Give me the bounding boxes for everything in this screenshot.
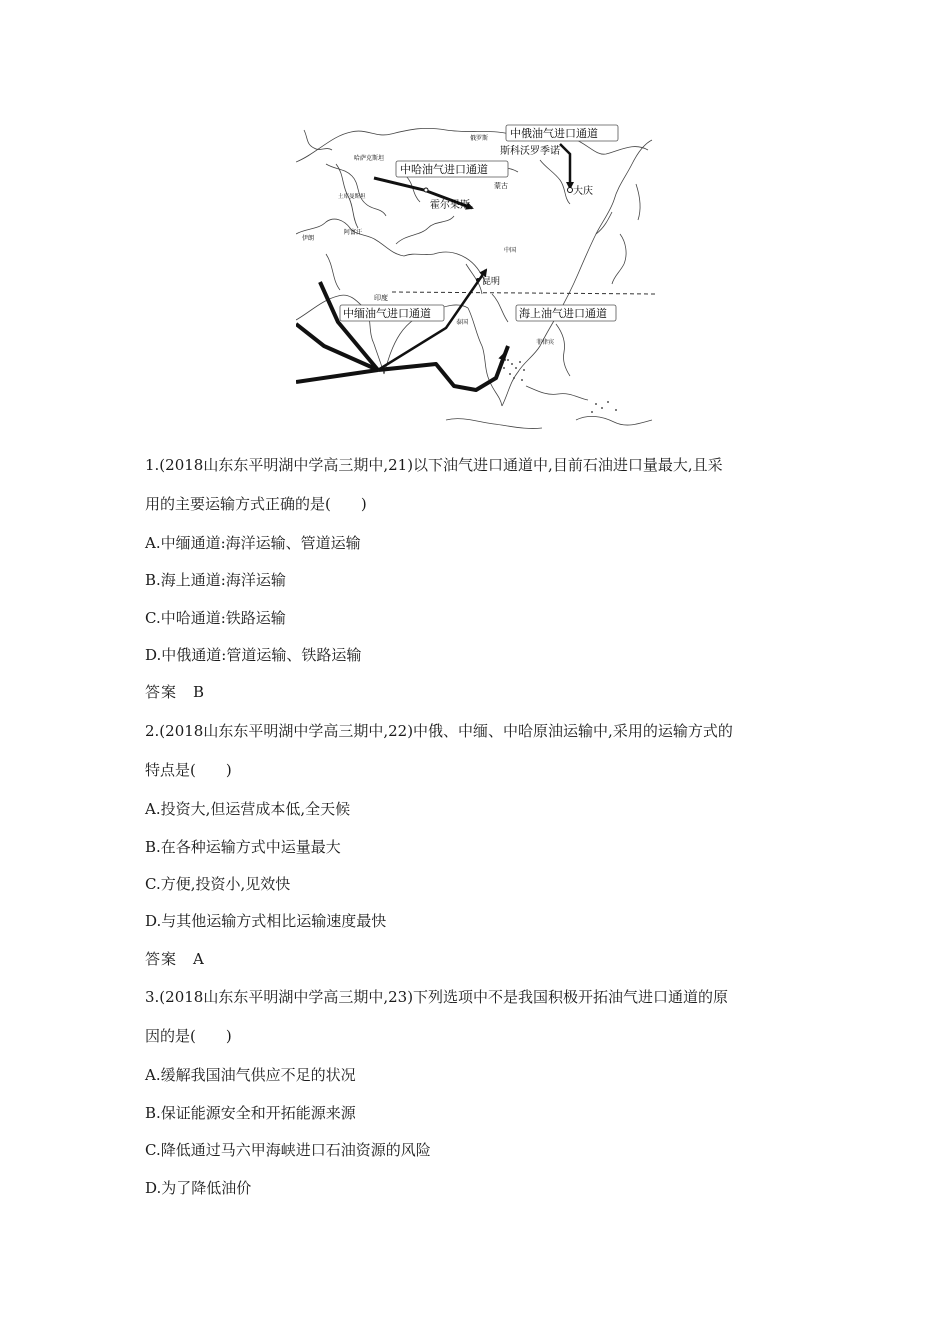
- question-1-option-a: A.中缅通道:海洋运输、管道运输: [145, 534, 361, 552]
- sea-route-label: 海上油气进口通道: [519, 307, 607, 320]
- question-1-option-c: C.中哈通道:铁路运输: [145, 609, 286, 627]
- question-3-stem-line-1: 3.(2018山东东平明湖中学高三期中,23)下列选项中不是我国积极开拓油气进口通道的原: [145, 988, 729, 1006]
- question-2-answer: 答案 A: [145, 950, 205, 968]
- myanmar-route-label: 中缅油气进口通道: [343, 307, 431, 320]
- question-1-option-b: B.海上通道:海洋运输: [145, 571, 286, 589]
- oil-gas-import-routes-map: [296, 124, 656, 446]
- question-3-option-d: D.为了降低油价: [145, 1179, 252, 1197]
- label-philippines: 菲律宾: [536, 339, 555, 346]
- question-2-stem-line-1: 2.(2018山东东平明湖中学高三期中,22)中俄、中缅、中哈原油运输中,采用的运输方式的: [145, 722, 733, 740]
- daqing-marker: [568, 188, 573, 193]
- question-3-option-a: A.缓解我国油气供应不足的状况: [145, 1066, 356, 1084]
- question-2-stem-line-2: 特点是( ): [145, 761, 232, 779]
- question-1-stem-line-1: 1.(2018山东东平明湖中学高三期中,21)以下油气进口通道中,目前石油进口量最大,且采: [145, 456, 723, 474]
- label-skovorodino: 斯科沃罗季诺: [500, 146, 560, 157]
- label-kunming: 昆明: [482, 277, 501, 287]
- question-1-option-d: D.中俄通道:管道运输、铁路运输: [145, 646, 362, 664]
- question-1-answer: 答案 B: [145, 683, 206, 701]
- question-2-option-b: B.在各种运输方式中运量最大: [145, 838, 341, 856]
- question-3-option-c: C.降低通过马六甲海峡进口石油资源的风险: [145, 1141, 431, 1159]
- question-3-stem-line-2: 因的是( ): [145, 1027, 232, 1045]
- label-iran: 伊朗: [302, 235, 315, 242]
- kunming-marker: [476, 278, 480, 282]
- question-1-stem-line-2: 用的主要运输方式正确的是( ): [145, 495, 367, 513]
- russia-route-label: 中俄油气进口通道: [510, 127, 598, 140]
- label-afghanistan: 阿富汗: [344, 229, 363, 236]
- label-india: 印度: [374, 294, 388, 302]
- khorgos-marker: [424, 188, 428, 192]
- label-daqing: 大庆: [573, 186, 593, 197]
- label-mongolia: 蒙古: [494, 182, 508, 190]
- question-2-option-d: D.与其他运输方式相比运输速度最快: [145, 912, 387, 930]
- label-thailand: 泰国: [456, 319, 469, 326]
- label-kazakhstan: 哈萨克斯坦: [354, 155, 385, 162]
- label-china: 中国: [504, 247, 517, 254]
- question-2-option-c: C.方便,投资小,见效快: [145, 875, 291, 893]
- kazakhstan-route-label: 中哈油气进口通道: [400, 163, 488, 176]
- label-khorgos: 霍尔果斯: [430, 200, 470, 211]
- label-russia: 俄罗斯: [470, 135, 489, 142]
- question-3-option-b: B.保证能源安全和开拓能源来源: [145, 1104, 356, 1122]
- label-turkmenistan: 土库曼斯坦: [338, 194, 366, 200]
- question-2-option-a: A.投资大,但运营成本低,全天候: [145, 800, 351, 818]
